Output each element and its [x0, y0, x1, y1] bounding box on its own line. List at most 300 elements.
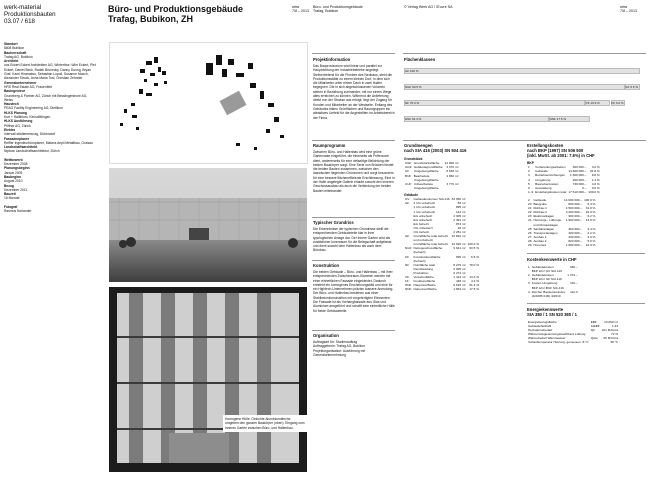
wbw-label: wbw: [292, 5, 300, 9]
table-cell: GV: [405, 197, 410, 202]
table-cell: Gebäude: [533, 197, 547, 202]
kosten-sub2: (inkl. MwSt. ab 2001: 7.6%) in CHF: [527, 153, 595, 158]
table-cell: Qww: [590, 336, 598, 341]
table-cell: Umgebung: [535, 177, 551, 182]
table-cell: NGF: [405, 246, 412, 251]
table-cell: 1.4 %: [591, 177, 600, 182]
table-cell: GF: [405, 234, 410, 239]
area-bar: [404, 84, 625, 90]
table-cell: 1–9: [528, 189, 534, 194]
table-cell: Baugrube: [533, 202, 547, 207]
table-cell: 81.8 %: [590, 169, 600, 174]
table-cell: UUF: [405, 181, 412, 186]
table-cell: Grundfläche total beheizt: [413, 242, 448, 247]
credit-label: Standort: [4, 42, 18, 46]
kosten-sub1: nach BKP (1997) SN 506 500: [527, 148, 584, 153]
page-subtitle: Trafag, Bubikon, ZH: [108, 14, 194, 24]
table-cell: 8.8 %: [591, 173, 600, 178]
table-cell: 1.43: [612, 323, 619, 328]
area-bar-label: NNF 17.5 %: [549, 116, 566, 121]
credit-label: Landschaftsarchitekt: [4, 145, 38, 150]
grund-table-plot: [404, 161, 462, 190]
date-value: 16 Monate: [4, 196, 20, 201]
table-cell: [444, 186, 460, 190]
table-cell: Rohbau 2: [533, 210, 547, 215]
left-header: [4, 4, 99, 26]
area-classes-chart: [404, 68, 644, 134]
table-cell: OG beheizt: [413, 230, 430, 234]
credit-label: HLKS Ausführung: [4, 119, 33, 124]
table-cell: 21: [528, 206, 532, 211]
right-issue-label: 7/8 – 2013: [620, 9, 637, 14]
table-cell: 25 MJ/m²a: [603, 336, 619, 341]
table-cell: (beheizt): [413, 258, 426, 263]
raum-text: Zwischen Büro- und Hallenbau wird eine grüne Gartenoase eingeführt, die einerseits als Pufferzone dient, andererseits für eine vielseitige Belichtung der beiden Baukörper sorgt. Eine Serie von Brücken bindet die beiden Bauten zusammen, zwischen den dazwischen liegenden Grünzonen und sorgt besonders für eine bessere flächeneffiziente Erschliessung. Eine in der Halle angelegte Galerie erlaubt sowohl den inneren Geschossausbau als auch die Verbindung der beiden Bauten miteinander.: [313, 150, 395, 193]
table-cell: 2: [528, 197, 530, 202]
credit-value: PEAG Facility Engineering AG, Dietlikon: [4, 106, 63, 111]
table-cell: und Klimaanlagen: [533, 222, 559, 227]
credits-list: [4, 42, 96, 213]
table-cell: Hauptnutzfläche: [413, 283, 436, 288]
table-cell: 730 000.–: [572, 181, 587, 186]
table-cell: A/EBF: [590, 323, 600, 328]
table-cell: 4.0 %: [591, 181, 600, 186]
table-cell: Verkehrsfläche: [413, 275, 434, 280]
table-cell: Gebäudekosten: [531, 273, 554, 278]
table-cell: 100.0 %: [584, 197, 596, 202]
table-cell: GF: [405, 201, 410, 206]
exterior-photo-image: [109, 168, 307, 282]
date-value: Januar 2009: [4, 170, 23, 175]
area-bar-label: GF 100 %: [405, 68, 419, 73]
series-label: werk-material: [4, 4, 42, 11]
table-cell: 26 m²: [457, 225, 466, 230]
table-cell: 27: [528, 234, 532, 239]
table-cell: Transportanlagen: [533, 230, 558, 235]
table-cell: 63 050 m³: [451, 197, 466, 202]
table-cell: 5.4 %: [587, 202, 596, 207]
wbw-badge: [292, 5, 309, 14]
energie-table: [527, 320, 619, 345]
table-cell: Heizungs-, Lüftungs-: [533, 218, 562, 223]
table-cell: 820 000.–: [568, 238, 583, 243]
grund-table-building: [404, 197, 480, 291]
table-cell: 360 000.–: [568, 226, 583, 231]
table-cell: 112.3: [570, 289, 578, 294]
table-cell: Gebäudekosten: [531, 265, 554, 270]
table-cell: 2 UG unbeheizt: [413, 201, 436, 206]
table-cell: 1 374.–: [567, 273, 578, 278]
table-cell: 9 941 m²: [453, 246, 466, 251]
table-cell: 895 m²: [455, 205, 466, 210]
table-cell: 100.0 %: [588, 189, 600, 194]
table-cell: 695 m²: [455, 254, 466, 259]
table-cell: 13.0 %: [585, 218, 596, 223]
org-text: Auftragsart für: Studienauftrag Auftraggeberin: Trafag AG, Bubikon Projektorganisation: Ausführung mit Generalunternehmung: [313, 340, 366, 357]
table-cell: [404, 186, 413, 190]
kosten-t1-heading: BKP: [527, 161, 534, 165]
table-cell: 5.6 %: [587, 238, 596, 243]
table-cell: [566, 294, 578, 298]
table-cell: 874 m²: [455, 221, 466, 226]
table-cell: Grundfläche total beheizt: [413, 234, 448, 239]
table-cell: 10.9 %: [585, 242, 596, 247]
table-cell: 3.0 %: [591, 165, 600, 170]
erstellungskosten: [527, 143, 645, 344]
credit-value: Reffler Ingenieurbüroplaner, Malans Aepli Metallbau, Gossau: [4, 140, 93, 145]
konstruktion-text: Die beiden Gebäude – Büro- und Hallenbau – mit ihrer entsprechenden Zwischenraum-Klammer werden mit einer einheitlichen Fassade eingekleidet. Dadurch entsteht ein homogenes Erscheinungsbild und eine für ein Hightech-Unternehmen präzise äussere Anmutung. Der Büro- und Hallenbau bestehen aus einer Stahlbetonkonstruktion mit vorgefertigten Elementen. Die Fassade ist als Vorhangfassade aus Glas und Aluminium ausgeführt und schafft eine einheitliche Hülle für beide Gebäudeteile.: [313, 270, 395, 313]
table-cell: 100.0 %: [467, 242, 479, 247]
table-cell: FF: [405, 279, 409, 284]
table-cell: 2 305 m²: [453, 213, 466, 218]
table-cell: 1: [528, 165, 530, 170]
table-cell: Nutzfläche total: [413, 262, 435, 267]
credit-value: 8608 Bubikon: [4, 46, 25, 51]
table-cell: 0.–: [582, 185, 587, 190]
table-cell: 6.5 %: [471, 254, 479, 259]
category-label: Produktionsbauten: [4, 11, 56, 19]
site-plan: [109, 42, 308, 164]
konstruktion-heading: Konstruktion: [313, 263, 340, 268]
table-cell: UF: [405, 169, 410, 174]
table-cell: 6 615 m²: [453, 283, 466, 288]
credit-value: oos Eckert Eckert Architekten AG, Winterthur; Wim Eckert, Piet Eckert, Daniel Beck, Radek Brunecky, Danny Duong, Bryan Graf, Kaori Hiramatsu, Sebastian Lupoli, Susanne Mosch, Alexander Struck, Anna Maria Tosi, Christian Zehnder: [4, 63, 96, 81]
date-value: August 2010: [4, 179, 23, 184]
sheet-number: 03.07 / 618: [4, 18, 35, 26]
table-cell: Gebäudegrundfläche: [413, 165, 443, 170]
table-cell: 3 200 000.–: [565, 210, 583, 215]
date-label: Baubeginn: [4, 174, 22, 179]
table-cell: Dienstleistung: [413, 266, 433, 271]
table-row: [527, 281, 579, 285]
table-cell: Zürcher Baukostenindex: [531, 289, 566, 294]
kosten-table-building: [527, 198, 596, 247]
credit-value: Gruneberg & Partner AG, Zürich mit Besslingenieure AG, Weiss: [4, 93, 88, 102]
table-cell: 23: [528, 214, 532, 219]
credit-value: Intervall städtemetal ag, Dübendorf: [4, 132, 56, 137]
table-cell: Ausstattung: [535, 185, 552, 190]
table-cell: 3 370 m²: [446, 165, 459, 170]
table-cell: 1 664 m²: [453, 287, 466, 292]
table-cell: und unbeheizt: [413, 238, 433, 243]
table-row: [527, 243, 596, 247]
table-cell: Baunebenkosten: [535, 181, 559, 186]
table-cell: 2 391 m²: [453, 217, 466, 222]
table-cell: 119.–: [570, 281, 578, 286]
raum-heading: Raumprogramm: [313, 143, 346, 148]
grund-sub: nach SIA 416 (2003) SN 504 416: [404, 148, 467, 153]
table-cell: 1 UG unbeheizt: [413, 209, 436, 214]
table-cell: 142 m²: [455, 209, 466, 214]
table-cell: 28: [528, 238, 532, 243]
table-cell: 2 005 m²: [453, 266, 466, 271]
table-cell: 26: [528, 230, 532, 235]
table-cell: 1: [528, 265, 530, 270]
table-cell: 2: [528, 169, 530, 174]
table-cell: OG unbeheizt: [413, 225, 433, 230]
table-cell: Elektroanlagen: [533, 214, 555, 219]
table-cell: Vorbereitungsarbeiten: [535, 165, 566, 170]
table-cell: 31.0 %: [585, 206, 596, 211]
table-cell: 8 630 m²: [446, 169, 459, 174]
table-cell: 2.4 %: [587, 226, 596, 231]
site-plan-drawing: [110, 43, 307, 163]
table-cell: 2.2 %: [587, 230, 596, 235]
table-cell: Kosten Umgebung: [531, 281, 558, 286]
table-cell: EBF: [590, 319, 597, 324]
facade-photo: [109, 287, 307, 472]
table-cell: BKP 2/m² GF SIA 416: [531, 277, 562, 282]
area-bar: [404, 68, 640, 74]
table-cell: VF: [405, 275, 409, 280]
organisation: [313, 333, 395, 357]
area-bar-label: NGF 93.5 %: [405, 84, 422, 89]
table-cell: Funktionsfläche: [413, 279, 436, 284]
table-cell: EG unbeheizt: [413, 213, 433, 218]
right-wbw-label: wbw: [620, 5, 628, 9]
table-cell: Honorare: [533, 242, 547, 247]
table-cell: 3: [528, 173, 530, 178]
photo-caption: Homogene Hülle: Gelochte Aluminiumbleche umgeben den ganzen Baukörper (oben). Eingang zum inneren Garten zwischen Büro- und Hallenbau.: [223, 415, 307, 432]
table-cell: HNF: [405, 283, 412, 288]
table-cell: 6 274 m²: [453, 270, 466, 275]
table-cell: 14 600 000.–: [568, 169, 587, 174]
table-cell: NF: [405, 262, 410, 267]
table-cell: 17.5 %: [469, 287, 479, 292]
table-cell: Grundstücksfläche: [413, 161, 440, 166]
table-cell: (beheizt): [413, 250, 426, 255]
table-cell: 1 600 000.–: [565, 242, 583, 247]
kennwerte-heading: Kostenkennwerte in CHF: [527, 257, 577, 263]
table-cell: Nebennutzfläche: [413, 287, 437, 292]
table-cell: 17 610 000.–: [568, 189, 587, 194]
table-cell: Wärmebedarf Warmwasser: [528, 336, 566, 341]
credit-label: Bauingenieur: [4, 89, 26, 94]
table-cell: 61.3 %: [469, 283, 479, 288]
table-cell: 20: [528, 202, 532, 207]
table-cell: Vorlauftemperatur Heizung, gemessen -8 °C: [528, 340, 589, 345]
table-cell: BKP 2/m³ GV SIA 416: [531, 269, 562, 274]
area-bar-label: NF 76.6 %: [405, 100, 420, 105]
kennwerte-table: [527, 265, 579, 298]
table-cell: 3 770 m²: [446, 181, 459, 186]
title-block: [108, 4, 288, 24]
table-cell: 10 822 m²: [451, 234, 466, 239]
table-cell: 5: [528, 181, 530, 186]
table-cell: 12 000 m²: [444, 161, 459, 166]
table-cell: Rohbau 1: [533, 206, 547, 211]
table-cell: Sanitäranlagen: [533, 226, 555, 231]
table-cell: Bearbeitete: [413, 173, 430, 178]
table-cell: 25: [528, 226, 532, 231]
kosten-table-bkp: [527, 165, 601, 194]
table-cell: BUF: [405, 173, 412, 178]
table-cell: 13.3 %: [469, 275, 479, 280]
table-cell: [460, 186, 462, 190]
table-cell: 800 000.–: [568, 202, 583, 207]
table-cell: Gebäudehüllzahl: [528, 323, 552, 328]
grundriss-text: Die Erkenntnisse der typischen Grundrisse stellt die entsprechenden Gebäudeteile klar in ihrer typologischen Anlage dar. Der innere Garten wird als zusätzlicher Innenraum für die Belegschaft aufgefasst und dient sowohl dem Hallenbau als auch dem Bürobau.: [313, 227, 392, 253]
table-cell: 101 MJ/m²a: [601, 328, 619, 333]
table-cell: 4: [528, 177, 530, 182]
table-cell: 4.2 %: [471, 279, 479, 284]
table-row: [404, 186, 462, 190]
photo-credit-value: Rasmus Norlander: [4, 208, 32, 213]
table-cell: Konstruktionsfläche: [413, 254, 441, 259]
credit-label: Haustech: [4, 102, 19, 107]
credit-label: Elektro: [4, 127, 16, 132]
table-cell: 10 626 m²: [451, 242, 466, 247]
grund-t2-heading: Gebäude: [404, 192, 419, 197]
table-cell: 78.0 %: [469, 262, 479, 267]
table-cell: Heizwärmebedarf: [528, 328, 553, 333]
right-header-sub: Trafag, Bubikon: [313, 9, 339, 14]
area-bar-label: FF 6.0 %: [611, 100, 624, 105]
right-wbw-badge: [620, 5, 637, 14]
area-bar-label: KF 6.5 %: [625, 84, 638, 89]
table-cell: 9: [528, 185, 530, 190]
table-cell: Umgebungsfläche: [413, 177, 439, 182]
table-cell: Ausbau 1: [533, 234, 547, 239]
org-heading: Organisation: [313, 333, 339, 338]
credit-value: Pfiffner AG, Zürich: [4, 123, 31, 128]
grundmengen: [404, 143, 516, 291]
table-cell: 3: [528, 281, 530, 286]
table-row: [404, 287, 480, 291]
table-cell: 900 000.–: [568, 214, 583, 219]
energie-sub: SIA 380 / 1 SN 520 380 / 1: [527, 311, 577, 317]
credit-value: Nipkow Landschaftsarchitektur, Zürich: [4, 149, 60, 154]
table-cell: 1 UG unbeheizt: [413, 205, 436, 210]
grundriss-heading: Typischer Grundriss: [313, 220, 354, 225]
table-cell: 24: [528, 218, 532, 223]
page-title: Büro- und Produktionsgebäude: [108, 4, 243, 14]
table-cell: 2 261 m²: [453, 230, 466, 234]
table-cell: Energiebezugsfläche: [528, 319, 557, 324]
table-cell: 430 000.–: [568, 234, 583, 239]
credit-label: Bauherrschaft: [4, 50, 27, 55]
credit-value: Trafag AG, Bubikon: [4, 54, 33, 59]
right-header: [313, 5, 413, 14]
table-cell: GGF: [405, 165, 412, 170]
table-cell: Gebäude: [535, 169, 548, 174]
table-cell: 260 000.–: [572, 177, 587, 182]
energie-heading: Energiekennwerte: [527, 306, 564, 312]
table-cell: 72 %: [610, 332, 619, 337]
table-cell: Qh: [590, 328, 595, 333]
table-row: [527, 294, 579, 298]
credit-label: Fassadenplaner: [4, 136, 30, 141]
table-cell: 14 600 000.–: [564, 197, 583, 202]
date-value: Dezember 2011: [4, 187, 28, 192]
date-label: Bauzeit: [4, 192, 16, 197]
photo-credit-label: Fotograf: [4, 204, 18, 209]
table-row: [527, 340, 619, 344]
grund-t1-heading: Grundstück: [404, 157, 423, 161]
right-header-title: Büro- und Produktionsgebäude: [313, 5, 363, 9]
table-cell: Produktion: [413, 270, 429, 275]
facade-photo-image: [109, 287, 307, 472]
credit-label: Generalunternehmer: [4, 80, 37, 85]
table-cell: Nettogeschossfläche: [413, 246, 443, 251]
table-cell: (4/2005=100) 4/2010: [531, 293, 561, 298]
table-cell: Betriebseinrichtungen: [535, 173, 566, 178]
table-cell: 330.–: [569, 265, 578, 270]
table-cell: Umgebungsfläche: [413, 185, 439, 190]
room-program: [313, 143, 395, 193]
table-cell: 22: [528, 210, 532, 215]
table-cell: Ausbau 2: [533, 238, 547, 243]
date-label: Bezug: [4, 183, 14, 188]
table-cell: EG unbeheizt: [413, 217, 433, 222]
issue-label: 7/8 – 2013: [292, 9, 309, 14]
table-cell: 10 050 m²: [604, 319, 619, 324]
typical-plan: [313, 220, 395, 253]
date-label: Wettbewerb: [4, 157, 23, 162]
table-cell: BKP 4/m² BUF SIA 416: [531, 285, 564, 290]
table-cell: NNF: [405, 287, 412, 292]
table-cell: EG beheizt: [413, 221, 429, 226]
table-cell: 8 279 m²: [453, 262, 466, 267]
credit-label: Architekt: [4, 59, 19, 64]
table-cell: Wärmerückgewinnungskoeffizient Lüftung: [528, 332, 586, 337]
table-cell: 1 900 000.–: [565, 218, 583, 223]
table-cell: 3.0 %: [587, 234, 596, 239]
table-cell: Gebäudevolumen SIA 416: [413, 197, 450, 202]
table-cell: [590, 340, 601, 344]
table-cell: 4 500 000.–: [565, 206, 583, 211]
kosten-heading: Erstellungskosten: [527, 143, 564, 148]
exterior-photo: [109, 168, 307, 282]
date-value: Dezember 2008: [4, 162, 28, 167]
table-cell: 56 m²: [457, 201, 466, 206]
table-cell: GSF: [405, 161, 412, 166]
table-cell: 1 414 m²: [453, 275, 466, 280]
table-cell: 2: [528, 273, 530, 278]
area-bar: [404, 116, 549, 122]
table-cell: 22.0 %: [585, 210, 596, 215]
table-cell: Unbearbeitete: [413, 181, 434, 186]
table-cell: 4 860 m²: [446, 173, 459, 178]
table-cell: 29: [528, 242, 532, 247]
area-bar-label: HNF 61.3 %: [405, 116, 422, 121]
table-cell: 0.0 %: [591, 185, 600, 190]
table-cell: Erstellungskosten total: [535, 189, 567, 194]
credit-value: Kurt + Haltiblum, Kleindöttingen: [4, 115, 51, 120]
credit-value: HRS Real Estate AG, Frauenfeld: [4, 84, 53, 89]
grund-heading: Grundmengen: [404, 143, 433, 148]
table-cell: 4: [528, 289, 530, 294]
construction: [313, 263, 395, 313]
area-bar: [404, 100, 585, 106]
table-cell: KF: [405, 254, 409, 259]
project-info: [313, 57, 395, 120]
table-cell: 6.2 %: [587, 214, 596, 219]
table-cell: 1 600 000.–: [570, 173, 587, 178]
table-cell: 93.5 %: [469, 246, 479, 251]
area-bar-label: VF 10.9 %: [585, 100, 600, 105]
table-row: [527, 190, 601, 194]
credit-label: HLKS Planung: [4, 110, 27, 115]
date-label: Planungsbeginn: [4, 166, 30, 171]
table-cell: 360 000.–: [572, 165, 587, 170]
projektinfo-heading: Projektinformation: [313, 57, 351, 62]
table-cell: 38 °C: [610, 340, 619, 345]
flaechen-heading: Flächenklassen: [404, 57, 436, 62]
projektinfo-text: Das Bauprovisorium wird linear und parallel zur Hauptrichtung der Industriebetriebe angelegt. Stellvertretend für die Pioniere des Neubaus, steht die Produktionsstätte zu einem kleinen Dorf, in dem sich die Mitarbeiter unter einem Dach in zwei Hallen begegnen. Die in sich abgeschlossenen Volumen stehen in Beziehung zueinander; mit nur einem Wege alles erreichen zu können. Während die Anlieferung direkt von der Strasse aus erfolgt, liegt der Zugang für Kunden und Mitarbeiter an der Westseite. Entlang des Gebäudes bilden Grünflächen und Baumgruppen ein attraktives Umfeld für die Angestellten im Arbeitsbereich der Firma.: [313, 64, 395, 120]
table-row: [527, 218, 596, 222]
table-cell: Umgebungsfläche: [413, 169, 439, 174]
